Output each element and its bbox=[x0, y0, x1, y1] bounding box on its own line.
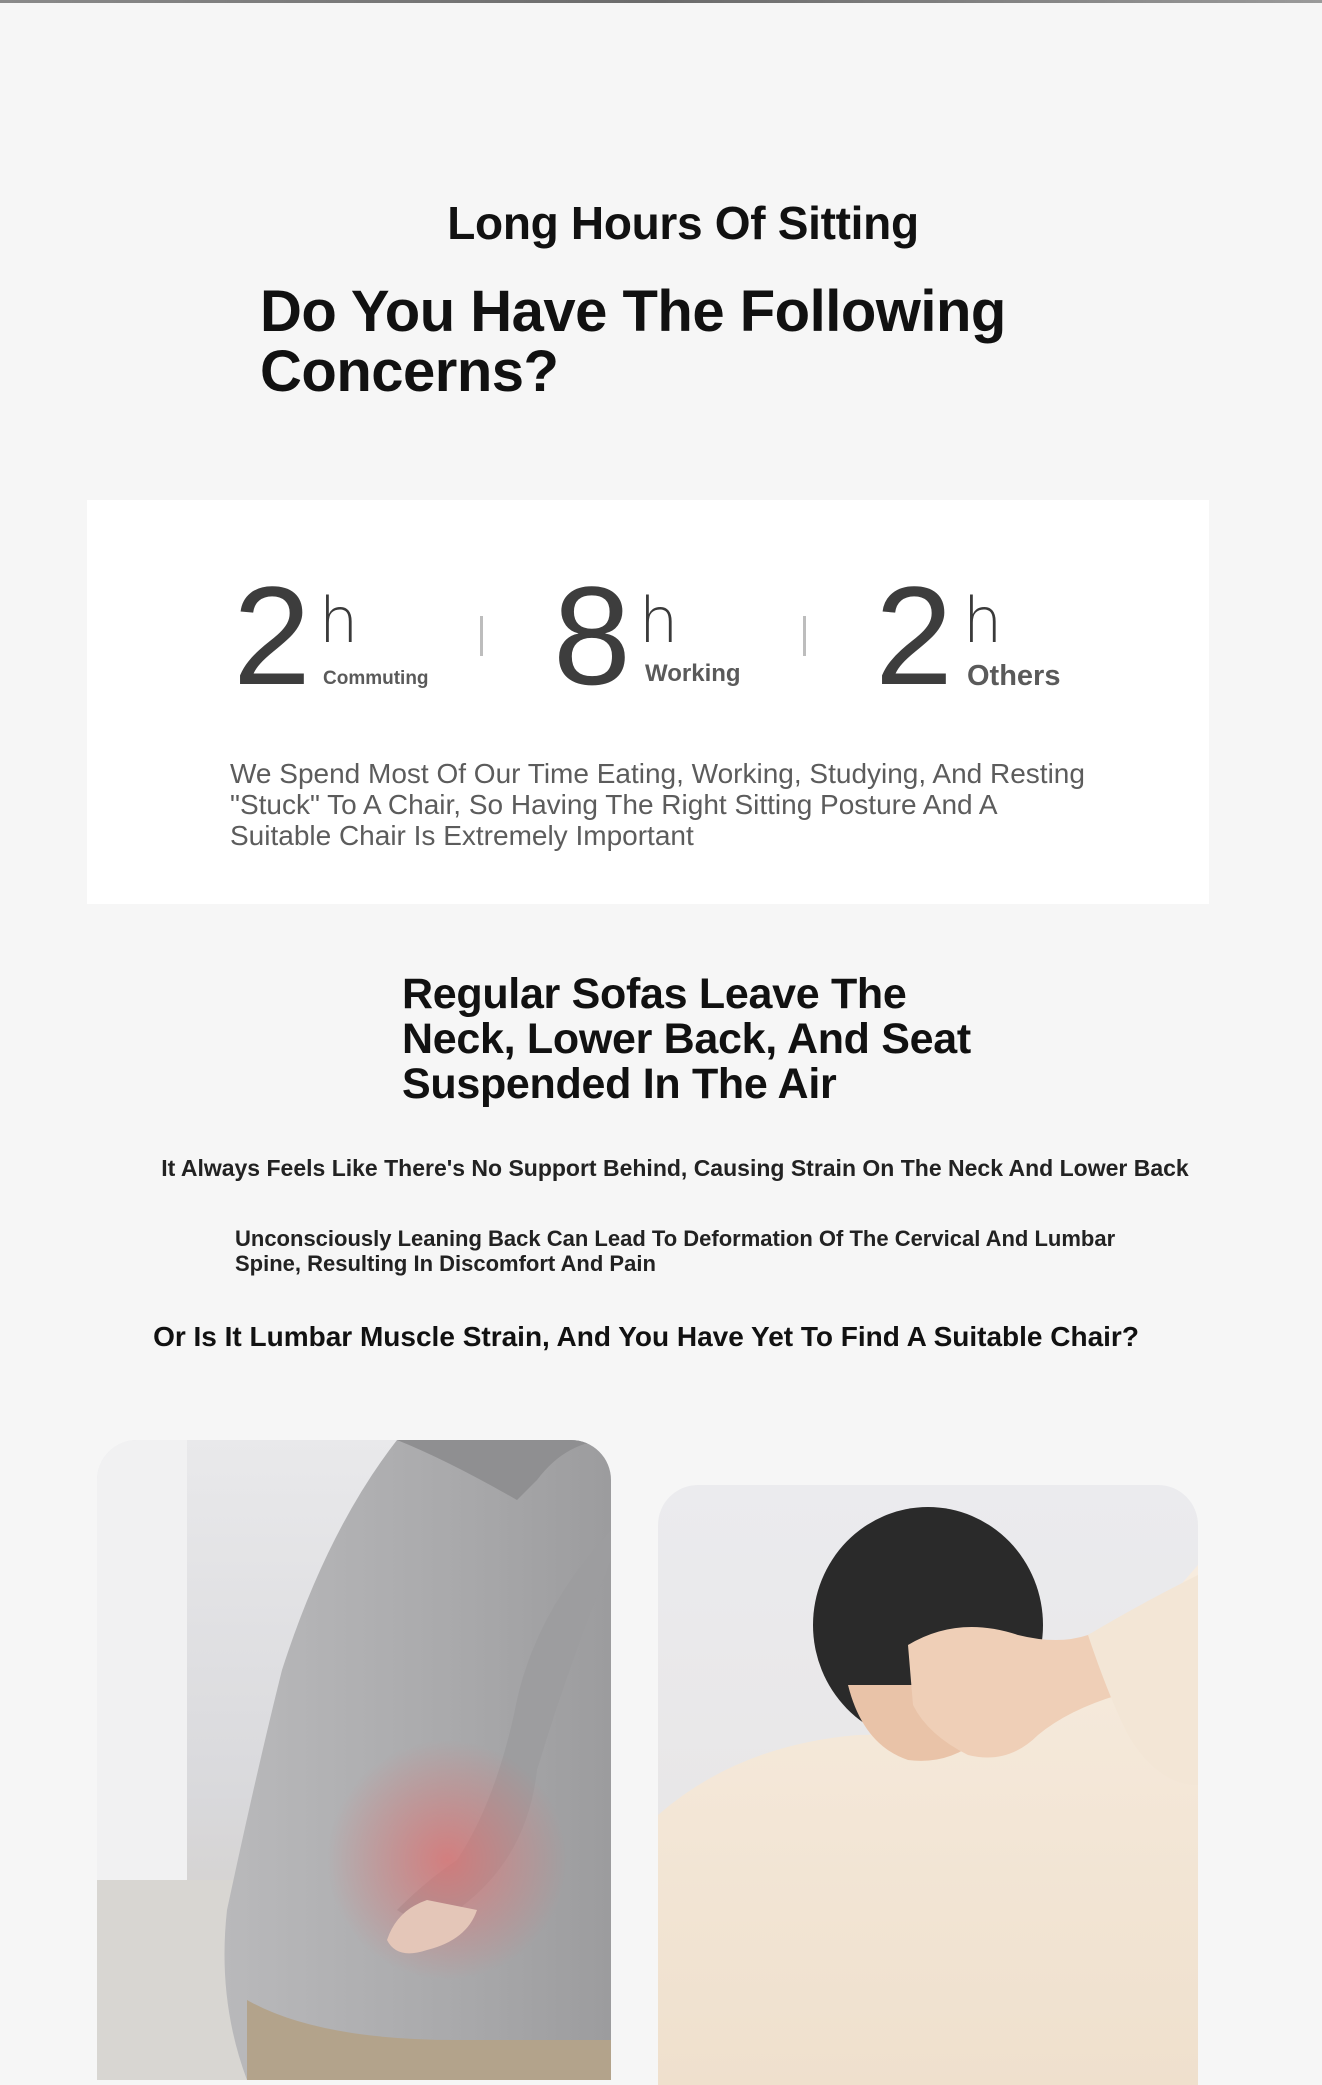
stat-divider bbox=[480, 616, 483, 656]
lower-back-pain-photo bbox=[97, 1440, 611, 2080]
lower-back-pain-illustration bbox=[97, 1440, 611, 2080]
spine-point: Unconsciously Leaning Back Can Lead To Deformation Of The Cervical And Lumbar Spine, Resulting In Discomfort And Pain bbox=[235, 1226, 1116, 1276]
top-rule bbox=[0, 0, 1322, 3]
section-title: Do You Have The Following Concerns? bbox=[260, 279, 1006, 404]
section-subtitle: Long Hours Of Sitting bbox=[447, 197, 919, 249]
lumbar-question: Or Is It Lumbar Muscle Strain, And You Have Yet To Find A Suitable Chair? bbox=[153, 1321, 1139, 1352]
stats-description: We Spend Most Of Our Time Eating, Working, Studying, And Resting "Stuck" To A Chair, So Having The Right Sitting Posture And A Suitable Chair Is Extremely Important bbox=[230, 758, 1085, 851]
stat-value: 2 bbox=[233, 557, 311, 714]
stat-label: Others bbox=[967, 660, 1061, 692]
stat-value: 2 bbox=[875, 557, 953, 714]
stat-divider bbox=[803, 616, 806, 656]
stat-unit: h bbox=[963, 584, 1003, 657]
stat-label: Commuting bbox=[323, 668, 429, 689]
stat-value: 8 bbox=[553, 557, 631, 714]
neck-pain-illustration bbox=[658, 1485, 1198, 2085]
stats-card bbox=[87, 500, 1209, 904]
stat-label: Working bbox=[645, 660, 741, 687]
neck-pain-photo bbox=[658, 1485, 1198, 2085]
sofa-heading: Regular Sofas Leave The Neck, Lower Back, And Seat Suspended In The Air bbox=[402, 970, 971, 1108]
support-point: It Always Feels Like There's No Support Behind, Causing Strain On The Neck And Lower Back bbox=[161, 1155, 1189, 1181]
stat-unit: h bbox=[319, 584, 359, 657]
stat-unit: h bbox=[639, 584, 679, 657]
